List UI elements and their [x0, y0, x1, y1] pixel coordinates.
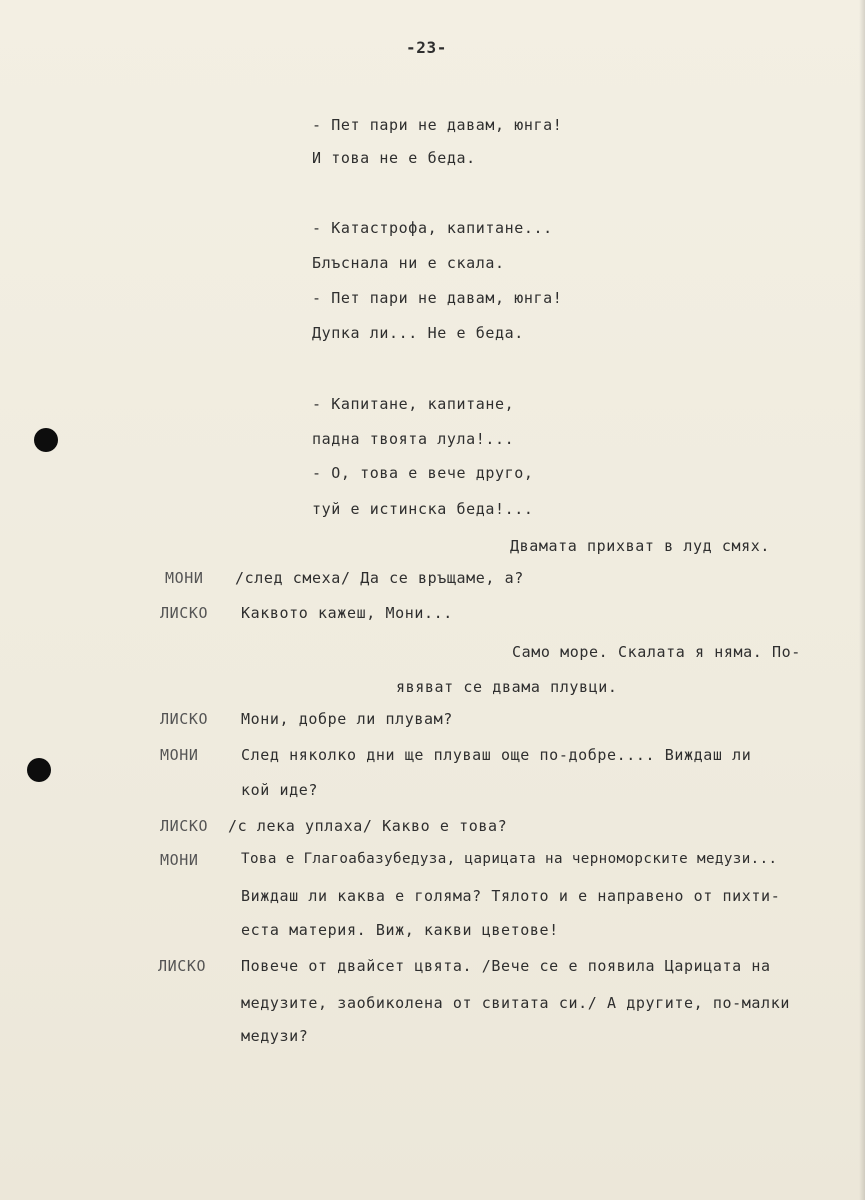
- dialogue-line: Повече от двайсет цвята. /Вече се е появила Царицата на: [241, 957, 771, 975]
- dialogue-line: /с лека уплаха/ Какво е това?: [228, 817, 508, 835]
- speaker-name: МОНИ: [160, 746, 199, 764]
- verse-line: - Пет пари не давам, юнга!: [312, 289, 563, 307]
- verse-line: падна твоята лула!...: [312, 430, 515, 448]
- speaker-name: ЛИСКО: [160, 710, 209, 728]
- verse-line: Блъснала ни е скала.: [312, 254, 505, 272]
- page-number: -23-: [406, 38, 447, 57]
- dialogue-line: медузите, заобиколена от свитата си./ А другите, по-малки: [241, 994, 790, 1012]
- verse-line: - Капитане, капитане,: [312, 395, 515, 413]
- speaker-name: ЛИСКО: [160, 604, 209, 622]
- speaker-name: ЛИСКО: [160, 817, 209, 835]
- dialogue-line: След няколко дни ще плуваш още по-добре.... Виждаш ли: [241, 746, 752, 764]
- dialogue-line: Мони, добре ли плувам?: [241, 710, 453, 728]
- dialogue-line: еста материя. Виж, какви цветове!: [241, 921, 559, 939]
- speaker-name: МОНИ: [165, 569, 204, 587]
- verse-line: - О, това е вече друго,: [312, 464, 534, 482]
- verse-line: И това не е беда.: [312, 149, 476, 167]
- verse-line: - Пет пари не давам, юнга!: [312, 116, 563, 134]
- dialogue-line: Виждаш ли каква е голяма? Тялото и е направено от пихти-: [241, 887, 781, 905]
- dialogue-line: кой иде?: [241, 781, 319, 799]
- dialogue-line: Каквото кажеш, Мони...: [241, 604, 453, 622]
- speaker-name: МОНИ: [160, 851, 199, 869]
- stage-direction: Само море. Скалата я няма. По-: [512, 643, 801, 661]
- verse-line: - Катастрофа, капитане...: [312, 219, 553, 237]
- dialogue-line: /след смеха/ Да се връщаме, а?: [235, 569, 524, 587]
- stage-direction: Двамата прихват в луд смях.: [510, 537, 771, 555]
- page-edge-shadow: [859, 0, 865, 1200]
- dialogue-line: медузи?: [241, 1027, 309, 1045]
- verse-line: Дупка ли... Не е беда.: [312, 324, 524, 342]
- punch-hole-top: [34, 428, 58, 452]
- stage-direction: явяват се двама плувци.: [396, 678, 618, 696]
- speaker-name: ЛИСКО: [158, 957, 207, 975]
- verse-line: туй е истинска беда!...: [312, 500, 534, 518]
- dialogue-line: Това е Глагоабазубедуза, царицата на черноморските медузи...: [241, 851, 778, 867]
- punch-hole-bottom: [27, 758, 51, 782]
